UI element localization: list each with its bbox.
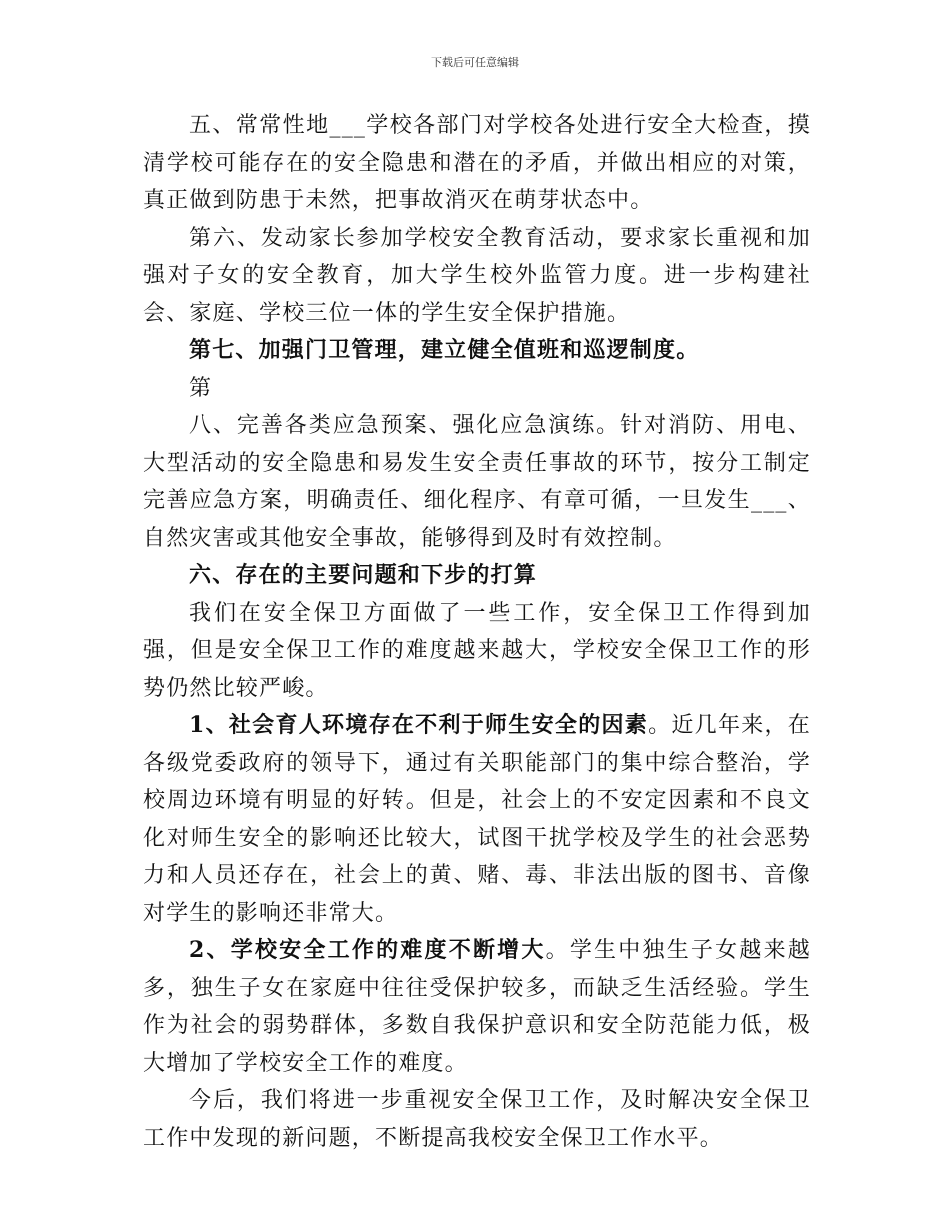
- document-body: [143, 107, 811, 1157]
- paragraph-conclusion: 今后，我们将进一步重视安全保卫工作，及时解决安全保卫工作中发现的新问题，不断提高我校安全保卫工作水平。: [143, 1088, 811, 1151]
- paragraph-eight: 八、完善各类应急预案、强化应急演练。针对消防、用电、大型活动的安全隐患和易发生安全责任事故的环节，按分工制定完善应急方案，明确责任、细化程序、有章可循，一旦发生___、自然灾害或其他安全事故，能够得到及时有效控制。: [143, 413, 811, 551]
- paragraph-issue-one: [143, 707, 811, 932]
- paragraph-seven-heading: 第七、加强门卫管理，建立健全值班和巡逻制度。: [189, 337, 700, 363]
- paragraph-six: 第六、发动家长参加学校安全教育活动，要求家长重视和加强对子女的安全教育，加大学生校外监管力度。进一步构建社会、家庭、学校三位一体的学生安全保护措施。: [143, 225, 811, 326]
- paragraph-eight-prefix: 第: [189, 375, 213, 401]
- issue-one-body: 。近几年来，在各级党委政府的领导下，通过有关职能部门的集中综合整治，学校周边环境有明显的好转。但是，社会上的不安定因素和不良文化对师生安全的影响还比较大，试图干扰学校及学生的社会恶势力和人员还存在，社会上的黄、赌、毒、非法出版的图书、音像对学生的影响还非常大。: [143, 713, 812, 926]
- page-header-note: 下载后可任意编辑: [431, 56, 519, 69]
- issue-two-body: 。学生中独生子女越来越多，独生子女在家庭中往往受保护较多，而缺乏生活经验。学生作为社会的弱势群体，多数自我保护意识和安全防范能力低，极大增加了学校安全工作的难度。: [143, 938, 812, 1076]
- paragraph-intro: 我们在安全保卫方面做了一些工作，安全保卫工作得到加强，但是安全保卫工作的难度越来越大，学校安全保卫工作的形势仍然比较严峻。: [143, 600, 811, 701]
- issue-one-lead: 1、社会育人环境存在不利于师生安全的因素: [189, 712, 649, 738]
- issue-two-lead: 2、学校安全工作的难度不断增大: [189, 937, 546, 963]
- paragraph-issue-two: [143, 932, 811, 1082]
- section-heading-problems: 六、存在的主要问题和下步的打算: [189, 562, 538, 588]
- paragraph-five: 五、常常性地___学校各部门对学校各处进行安全大检查，摸清学校可能存在的安全隐患和潜在的矛盾，并做出相应的对策，真正做到防患于未然，把事故消灭在萌芽状态中。: [143, 113, 811, 213]
